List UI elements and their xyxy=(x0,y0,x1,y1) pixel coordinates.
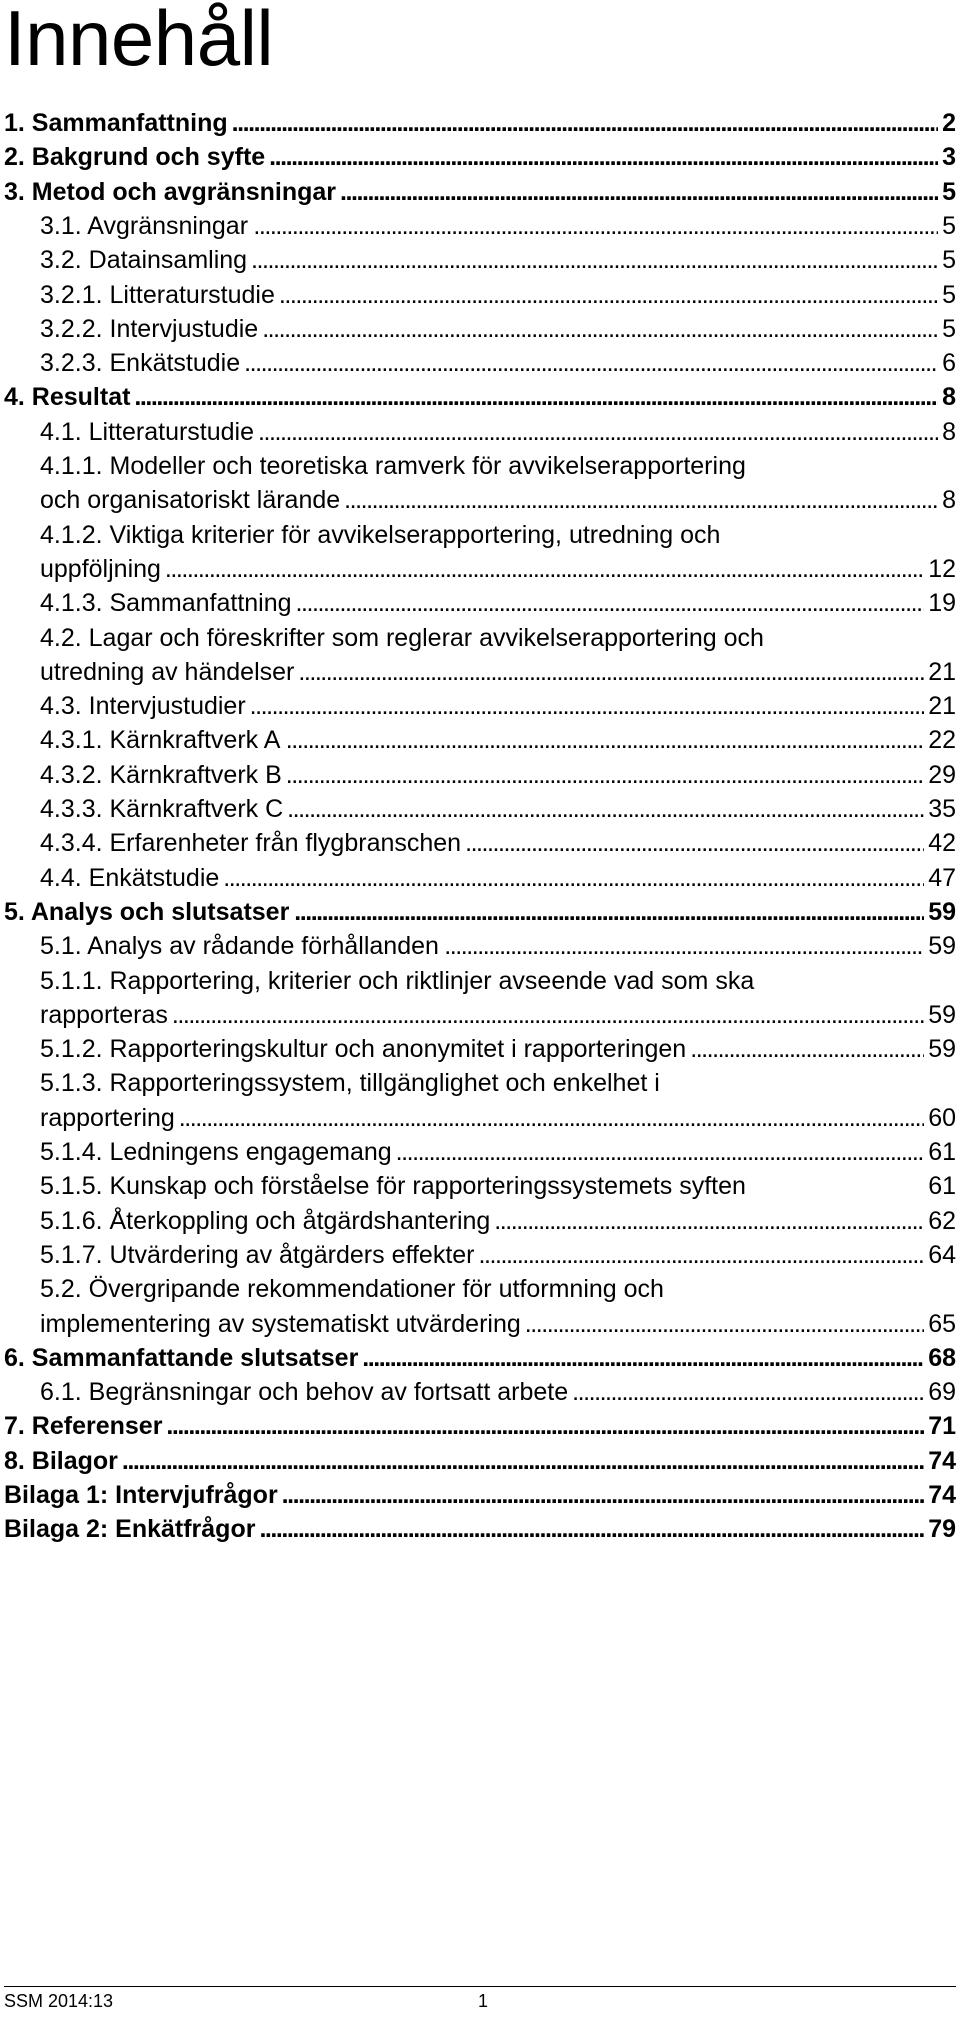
toc-entry-title: rapporteras xyxy=(40,1000,168,1029)
toc-leader-dots xyxy=(165,552,924,586)
toc-entry-page: 21 xyxy=(925,689,956,723)
toc-entry-title: 4.1. Litteraturstudie xyxy=(40,417,255,446)
toc-entry-title: och organisatoriskt lärande xyxy=(40,486,341,515)
toc-leader-dots xyxy=(690,1032,924,1066)
toc-entry-page: 6 xyxy=(939,346,956,380)
toc-entry[interactable] xyxy=(40,1135,956,1169)
toc-leader-dots xyxy=(287,792,924,826)
toc-entry-page: 71 xyxy=(925,1409,956,1443)
toc-leader-dots xyxy=(232,106,938,140)
toc-leader-dots xyxy=(269,140,938,174)
toc-leader-dots xyxy=(296,586,925,620)
toc-leader-dots xyxy=(250,689,925,723)
toc-leader-dots xyxy=(166,1409,924,1443)
toc-leader-dots xyxy=(244,346,938,380)
toc-entry-title: 3.2. Datainsamling xyxy=(40,246,248,275)
toc-leader-dots xyxy=(286,758,924,792)
toc-entry-page: 60 xyxy=(925,1101,956,1135)
toc-entry-page: 5 xyxy=(939,209,956,243)
toc-leader-dots xyxy=(294,895,924,929)
toc-entry-page: 68 xyxy=(925,1341,956,1375)
toc-entry[interactable] xyxy=(40,243,956,277)
toc-entry[interactable] xyxy=(4,380,956,414)
toc-entry[interactable] xyxy=(40,278,956,312)
toc-entry-title: 3.2.3. Enkätstudie xyxy=(40,349,241,378)
toc-leader-dots xyxy=(282,1478,925,1512)
toc-entry[interactable] xyxy=(40,758,956,792)
toc-entry-title: 5.1.2. Rapporteringskultur och anonymitet i rapporteringen xyxy=(40,1035,687,1064)
toc-entry-page: 29 xyxy=(925,758,956,792)
toc-entry-page: 59 xyxy=(925,1032,956,1066)
toc-entry-page: 12 xyxy=(925,552,956,586)
toc-entry[interactable] xyxy=(40,1307,956,1341)
toc-entry[interactable] xyxy=(40,861,956,895)
toc-leader-dots xyxy=(259,1512,924,1546)
toc-entry[interactable] xyxy=(40,1032,956,1066)
toc-entry[interactable] xyxy=(40,929,956,963)
toc-entry-page: 5 xyxy=(939,312,956,346)
toc-entry-title: 1. Sammanfattning xyxy=(4,109,228,137)
toc-entry-title: 4.3. Intervjustudier xyxy=(40,692,246,721)
toc-entry-page: 79 xyxy=(925,1512,956,1546)
toc-entry-page: 35 xyxy=(925,792,956,826)
toc-entry[interactable] xyxy=(40,1272,956,1306)
toc-entry-title: 4.2. Lagar och föreskrifter som reglerar avvikelserapportering och xyxy=(40,623,764,652)
toc-entry-title: uppföljning xyxy=(40,554,161,583)
toc-entry[interactable] xyxy=(4,1512,956,1546)
toc-entry[interactable] xyxy=(40,621,956,655)
toc-entry-title: Bilaga 1: Intervjufrågor xyxy=(4,1481,278,1509)
toc-entry[interactable] xyxy=(40,518,956,552)
toc-entry-page: 8 xyxy=(939,380,956,414)
toc-entry[interactable] xyxy=(40,1238,956,1272)
toc-entry-page: 3 xyxy=(939,140,956,174)
toc-leader-dots xyxy=(525,1307,924,1341)
toc-leader-dots xyxy=(465,826,924,860)
toc-leader-dots xyxy=(262,312,938,346)
toc-entry-title: 5. Analys och slutsatser xyxy=(4,897,290,926)
toc-leader-dots xyxy=(396,1135,925,1169)
toc-entry[interactable] xyxy=(4,106,956,140)
toc-entry-page: 69 xyxy=(925,1375,956,1409)
toc-entry-title: 4.4. Enkätstudie xyxy=(40,863,220,892)
toc-entry[interactable] xyxy=(40,689,956,723)
toc-entry-title: 5.1.6. Återkoppling och åtgärdshantering xyxy=(40,1206,491,1235)
toc-leader-dots xyxy=(494,1204,924,1238)
toc-entry-title: 4.3.4. Erfarenheter från flygbranschen xyxy=(40,829,462,858)
toc-entry-title: 7. Referenser xyxy=(4,1412,163,1441)
toc-entry-title: 3.1. Avgränsningar xyxy=(40,211,249,240)
toc-entry-title: 8. Bilagor xyxy=(4,1446,118,1475)
toc-entry[interactable] xyxy=(40,964,956,998)
toc-leader-dots xyxy=(279,278,938,312)
toc-entry-page: 8 xyxy=(939,483,956,517)
toc-entry[interactable] xyxy=(40,998,956,1032)
toc-entry[interactable] xyxy=(4,140,956,174)
toc-entry-page: 62 xyxy=(925,1204,956,1238)
footer-report-id: SSM 2014:13 xyxy=(4,1991,114,2011)
toc-entry-title: 4. Resultat xyxy=(4,383,131,412)
toc-entry-page: 22 xyxy=(925,723,956,757)
toc-entry-title: 5.1.7. Utvärdering av åtgärders effekter xyxy=(40,1240,475,1269)
toc-entry-page: 74 xyxy=(925,1444,956,1478)
toc-entry-title: 5.1. Analys av rådande förhållanden xyxy=(40,932,439,961)
toc-leader-dots xyxy=(253,209,938,243)
toc-entry[interactable] xyxy=(40,1101,956,1135)
toc-entry[interactable] xyxy=(4,1478,956,1512)
toc-entry-title: 5.1.3. Rapporteringssystem, tillgänglighet och enkelhet i xyxy=(40,1069,660,1098)
toc-leader-dots xyxy=(251,243,938,277)
toc-entry[interactable] xyxy=(40,1375,956,1409)
toc-entry[interactable] xyxy=(40,1204,956,1238)
toc-entry[interactable] xyxy=(40,586,956,620)
toc-entry-title: 5.1.5. Kunskap och förståelse för rapporteringssystemets syften xyxy=(40,1172,746,1201)
toc-entry[interactable] xyxy=(40,1169,956,1203)
page-title: Innehåll xyxy=(4,0,274,82)
toc-entry-title: 3.2.1. Litteraturstudie xyxy=(40,280,275,309)
toc-entry[interactable] xyxy=(40,346,956,380)
toc-entry-page: 42 xyxy=(925,826,956,860)
toc-entry[interactable] xyxy=(4,895,956,929)
toc-entry-title: 5.2. Övergripande rekommendationer för utformning och xyxy=(40,1275,664,1304)
toc-entry-title: 5.1.4. Ledningens engagemang xyxy=(40,1138,392,1166)
toc-leader-dots xyxy=(122,1444,924,1478)
toc-entry-title: 5.1.1. Rapportering, kriterier och riktlinjer avseende vad som ska xyxy=(40,966,755,995)
toc-entry[interactable] xyxy=(40,552,956,586)
toc-entry-page: 74 xyxy=(925,1478,956,1512)
toc-entry[interactable] xyxy=(40,415,956,449)
toc-entry-page: 61 xyxy=(925,1135,956,1169)
toc-entry-page: 2 xyxy=(939,106,956,140)
toc-entry-title: 3.2.2. Intervjustudie xyxy=(40,314,259,343)
toc-entry-title: 2. Bakgrund och syfte xyxy=(4,143,266,172)
toc-leader-dots xyxy=(478,1238,924,1272)
toc-entry-page: 59 xyxy=(925,929,956,963)
toc-entry[interactable] xyxy=(4,1341,956,1375)
toc-entry-title: implementering av systematiskt utvärdering xyxy=(40,1309,521,1338)
toc-entry-page: 8 xyxy=(939,415,956,449)
toc-entry-page: 59 xyxy=(925,998,956,1032)
toc-leader-dots xyxy=(286,723,924,757)
toc-leader-dots xyxy=(572,1375,924,1409)
toc-entry[interactable] xyxy=(4,1409,956,1443)
toc-leader-dots xyxy=(134,380,938,414)
toc-entry-title: 4.3.3. Kärnkraftverk C xyxy=(40,795,284,823)
toc-leader-dots xyxy=(179,1101,924,1135)
toc-leader-dots xyxy=(172,998,924,1032)
toc-entry-title: 3. Metod och avgränsningar xyxy=(4,177,337,206)
toc-entry-page: 65 xyxy=(925,1307,956,1341)
toc-entry-title: 6.1. Begränsningar och behov av fortsatt arbete xyxy=(40,1378,569,1407)
footer-page-number: 1 xyxy=(478,1991,489,2011)
toc-entry-page: 5 xyxy=(939,278,956,312)
toc-entry[interactable] xyxy=(4,175,956,209)
toc-leader-dots xyxy=(344,483,938,517)
toc-entry[interactable] xyxy=(40,209,956,243)
toc-entry-title: 4.1.1. Modeller och teoretiska ramverk för avvikelserapportering xyxy=(40,452,746,480)
toc-entry[interactable] xyxy=(40,792,956,826)
toc-entry[interactable] xyxy=(40,449,956,483)
toc-leader-dots xyxy=(340,175,938,209)
toc-entry[interactable] xyxy=(40,723,956,757)
toc-entry-page: 5 xyxy=(939,175,956,209)
toc-entry-page: 64 xyxy=(925,1238,956,1272)
toc-leader-dots xyxy=(444,929,924,963)
toc-entry-title: 4.1.2. Viktiga kriterier för avvikelserapportering, utredning och xyxy=(40,520,721,549)
toc-entry-title: utredning av händelser xyxy=(40,657,295,686)
toc-entry-page: 47 xyxy=(925,861,956,895)
toc-entry-page: 21 xyxy=(925,655,956,689)
footer-rule xyxy=(4,1986,956,1987)
toc-entry[interactable] xyxy=(40,483,956,517)
toc-entry-page: 59 xyxy=(925,895,956,929)
toc-entry[interactable] xyxy=(40,312,956,346)
toc-entry-title: 4.3.1. Kärnkraftverk A xyxy=(40,726,281,755)
toc-entry-page: 5 xyxy=(939,243,956,277)
toc-leader-dots xyxy=(223,861,924,895)
toc-leader-dots xyxy=(298,655,924,689)
toc-entry[interactable] xyxy=(4,1444,956,1478)
toc-entry-page: 19 xyxy=(925,586,956,620)
toc-leader-dots xyxy=(258,415,938,449)
toc-entry[interactable] xyxy=(40,826,956,860)
toc-entry-title: 4.1.3. Sammanfattning xyxy=(40,589,292,618)
toc-entry[interactable] xyxy=(40,1066,956,1100)
toc-entry-title: 6. Sammanfattande slutsatser xyxy=(4,1343,359,1372)
toc-entry-title: Bilaga 2: Enkätfrågor xyxy=(4,1515,256,1544)
toc-entry[interactable] xyxy=(40,655,956,689)
toc-entry-title: rapportering xyxy=(40,1103,175,1132)
toc-leader-dots xyxy=(362,1341,924,1375)
toc-entry-title: 4.3.2. Kärnkraftverk B xyxy=(40,760,282,789)
toc-entry-page: 61 xyxy=(925,1169,956,1203)
